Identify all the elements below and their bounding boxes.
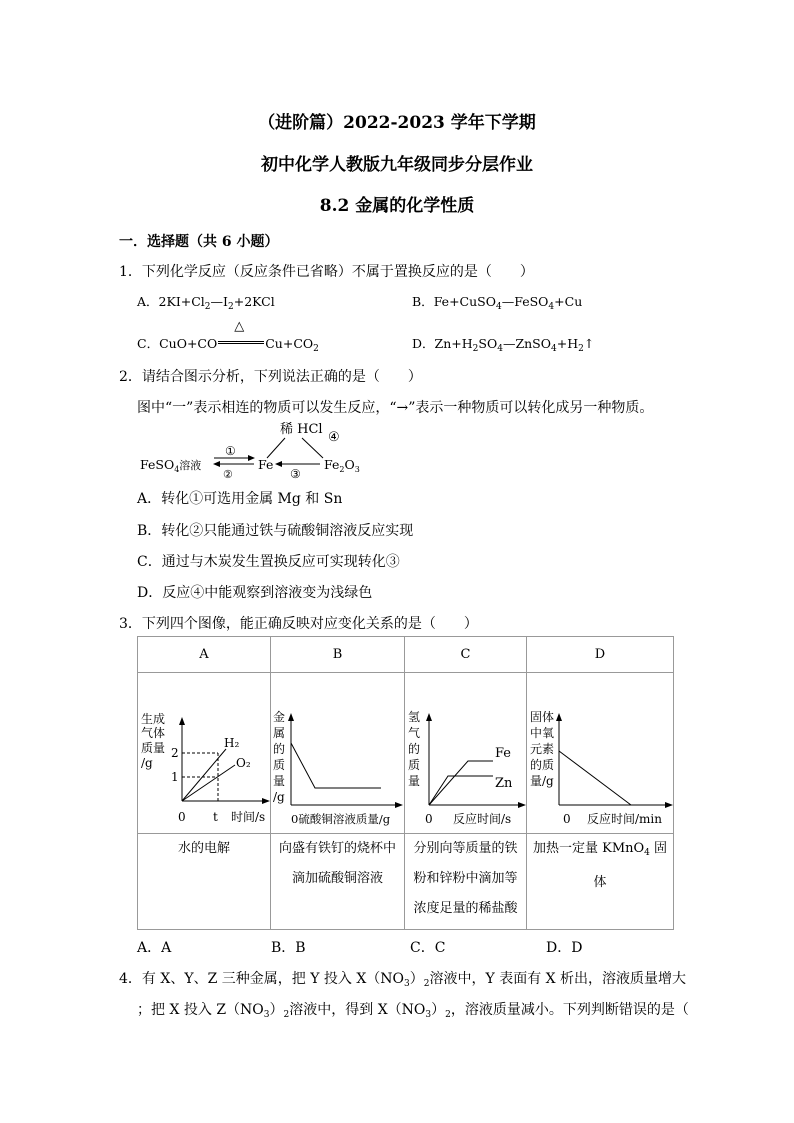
svg-text:0硫酸铜溶液质量/g: 0硫酸铜溶液质量/g xyxy=(291,812,391,826)
q3-graph-b-cell xyxy=(271,673,405,834)
svg-text:的质: 的质 xyxy=(530,758,555,772)
q3-graph-c-cell xyxy=(405,673,527,834)
q4-line2: ；把 X 投入 $Z(NO_3)_2$溶液中，得到 $X(NO_3)_2$，溶液质量减小。下列判断错误的是（ xyxy=(137,1002,689,1020)
label-h2: H₂ xyxy=(224,736,240,750)
q3-desc-d: 加热一定量 KMnO$_4$ 固 体 xyxy=(527,834,674,930)
q3-desc-c: 分别向等质量的铁 粉和锌粉中滴加等 浓度足量的稀盐酸 xyxy=(405,834,527,930)
q3-stem: 3．下列四个图像，能正确反映对应变化关系的是（ ） xyxy=(119,616,478,632)
svg-text:量: 量 xyxy=(408,774,421,788)
graph-c xyxy=(405,673,526,833)
svg-text:1: 1 xyxy=(171,770,179,784)
svg-text:固体: 固体 xyxy=(530,710,555,724)
q3-header-d: D xyxy=(527,637,674,673)
svg-text:气体: 气体 xyxy=(141,726,166,740)
graph-a xyxy=(138,673,270,833)
svg-text:t: t xyxy=(213,810,218,824)
q3-desc-b: 向盛有铁钉的烧杯中 滴加硫酸铜溶液 xyxy=(271,834,405,930)
q3-desc-a: 水的电解 xyxy=(138,834,271,930)
q3-option-d: D．D xyxy=(546,940,583,956)
q1-option-c: C．CuO+CO △ $Cu+CO_2$ xyxy=(137,319,319,354)
svg-text:的: 的 xyxy=(408,742,421,756)
doc-title-line1: （进阶篇）2022-2023 学年下学期 xyxy=(258,113,536,133)
diagram-hcl: 稀 HCl xyxy=(280,422,323,437)
diagram-fe2o3: $Fe_2O_3$ xyxy=(324,457,360,474)
q3-option-b: B．B xyxy=(271,940,306,956)
doc-title-line3: 8.2 金属的化学性质 xyxy=(319,196,475,216)
svg-text:Zn: Zn xyxy=(495,776,513,791)
q1-option-d: D．$Zn+H_2SO_4—ZnSO_4+H_2↑$ xyxy=(412,336,595,354)
svg-text:0: 0 xyxy=(563,812,571,826)
svg-text:0: 0 xyxy=(178,810,186,824)
svg-text:的: 的 xyxy=(273,742,286,756)
q3-option-c: C．C xyxy=(410,940,446,956)
link-hcl-fe2o3 xyxy=(302,438,323,458)
svg-text:量/g: 量/g xyxy=(530,774,554,788)
svg-text:0: 0 xyxy=(425,812,433,826)
q3-option-a: A．A xyxy=(137,940,172,956)
q1-stem: 1．下列化学反应（反应条件已省略）不属于置换反应的是（ ） xyxy=(119,264,534,280)
svg-text:生成: 生成 xyxy=(141,712,166,726)
diagram-num4: ④ xyxy=(328,430,340,445)
diagram-num2: ② xyxy=(223,468,233,480)
svg-text:/g: /g xyxy=(273,790,285,804)
q4-line1: 4．有 X、Y、Z 三种金属，把 Y 投入 $X(NO_3)_2$溶液中，Y 表面有 X 析出，溶液质量增大 xyxy=(119,971,687,989)
q1-option-b: B．Fe+CuSO$_4$—FeSO$_4$+Cu xyxy=(412,294,583,312)
svg-text:属: 属 xyxy=(273,726,286,740)
link-hcl-fe xyxy=(267,438,285,458)
graph-b xyxy=(271,673,404,833)
diagram-num3: ③ xyxy=(290,467,301,480)
svg-text:元素: 元素 xyxy=(530,742,555,756)
diagram-feso4: FeSO$_4$溶液 xyxy=(140,457,202,474)
doc-title-line2: 初中化学人教版九年级同步分层作业 xyxy=(261,155,533,175)
q3-header-c: C xyxy=(405,637,527,673)
q1-option-a: A．$2KI+Cl_2—I_2+2KCl$ xyxy=(137,294,275,312)
q2-stem: 2．请结合图示分析，下列说法正确的是（ ） xyxy=(119,369,422,385)
q2-note: 图中“一”表示相连的物质可以发生反应，“→”表示一种物质可以转化成另一种物质。 xyxy=(137,400,654,416)
line-metal-mass xyxy=(291,743,381,788)
graph-d xyxy=(527,673,673,833)
line-fe xyxy=(429,761,493,805)
q3-table xyxy=(137,636,674,930)
line-zn xyxy=(429,776,493,805)
diagram-num1: ① xyxy=(225,444,236,458)
svg-text:氢: 氢 xyxy=(408,710,421,724)
label-o2: O₂ xyxy=(236,756,251,770)
q3-header-b: B xyxy=(271,637,405,673)
line-oxygen-mass xyxy=(559,751,631,805)
svg-text:质: 质 xyxy=(408,758,421,772)
q2-option-b: B．转化②只能通过铁与硫酸铜溶液反应实现 xyxy=(137,523,414,539)
svg-text:中氧: 中氧 xyxy=(530,726,555,740)
svg-text:时间/s: 时间/s xyxy=(231,810,266,824)
q2-option-d: D．反应④中能观察到溶液变为浅绿色 xyxy=(137,585,373,601)
q3-graph-a-cell xyxy=(138,673,271,834)
diagram-fe: Fe xyxy=(258,457,274,472)
svg-text:质量: 质量 xyxy=(141,741,166,755)
q2-option-c: C．通过与木炭发生置换反应可实现转化③ xyxy=(137,554,400,570)
section-title: 一．选择题（共 6 小题） xyxy=(119,234,279,250)
svg-text:2: 2 xyxy=(171,746,179,760)
q3-header-a: A xyxy=(138,637,271,673)
svg-text:/g: /g xyxy=(141,756,153,770)
svg-text:Fe: Fe xyxy=(495,746,512,761)
q2-diagram xyxy=(130,418,390,480)
svg-text:反应时间/min: 反应时间/min xyxy=(587,812,662,826)
svg-text:质: 质 xyxy=(273,758,286,772)
heat-condition-symbol: △ xyxy=(234,319,245,334)
svg-text:气: 气 xyxy=(408,726,421,740)
q2-option-a: A．转化①可选用金属 Mg 和 Sn xyxy=(137,491,343,507)
svg-text:反应时间/s: 反应时间/s xyxy=(453,812,512,826)
svg-text:金: 金 xyxy=(273,710,286,724)
svg-text:量: 量 xyxy=(273,774,286,788)
q3-graph-d-cell xyxy=(527,673,674,834)
